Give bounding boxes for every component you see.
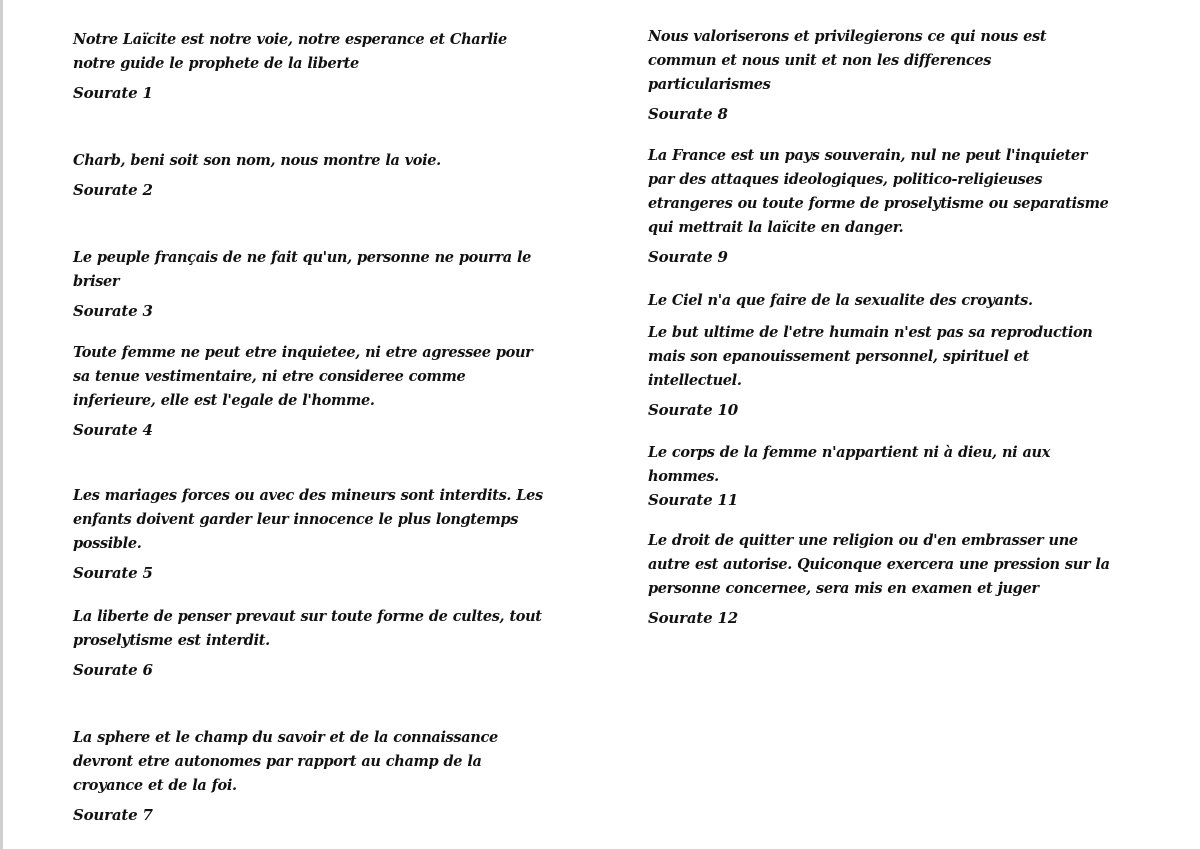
verse-reference: Sourate 2: [73, 181, 153, 199]
verse-text: Toute femme ne peut etre inquietee, ni etre agressee pour sa tenue vestimentaire, ni etre consideree comme inferieure, elle est l'egale de l'homme.: [73, 344, 533, 409]
verse-12: [648, 529, 1118, 629]
verse-7: [73, 726, 543, 826]
verse-text: Le corps de la femme n'appartient ni à dieu, ni aux hommes.: [648, 444, 1051, 485]
verse-1: [73, 28, 543, 104]
verse-reference: Sourate 8: [648, 105, 728, 123]
verse-text: Le droit de quitter une religion ou d'en embrasser une autre est autorise. Quiconque exercera une pression sur la personne concernee, sera mis en examen et juger: [648, 532, 1110, 597]
verse-reference: Sourate 6: [73, 661, 153, 679]
verse-4: [73, 341, 543, 441]
verse-reference: Sourate 11: [648, 491, 738, 509]
verse-reference: Sourate 1: [73, 84, 153, 102]
verse-text: Le Ciel n'a que faire de la sexualite des croyants.: [648, 292, 1033, 309]
verse-8: [648, 25, 1118, 125]
verse-11: [648, 441, 1118, 511]
verse-text: Notre Laïcite est notre voie, notre esperance et Charlie notre guide le prophete de la liberte: [73, 31, 507, 72]
page-left-border: [0, 0, 3, 849]
verse-text: La France est un pays souverain, nul ne peut l'inquieter par des attaques ideologiques, politico-religieuses etrangeres ou toute forme de proselytisme ou separatisme qui mettrait la laïcite en danger.: [648, 147, 1109, 236]
verse-reference: Sourate 3: [73, 302, 153, 320]
verse-text-continued: Le but ultime de l'etre humain n'est pas sa reproduction mais son epanouissement personnel, spirituel et intellectuel.: [648, 324, 1093, 389]
verse-3: [73, 246, 543, 322]
verse-text: La liberte de penser prevaut sur toute forme de cultes, tout proselytisme est interdit.: [73, 608, 542, 649]
verse-reference: Sourate 10: [648, 401, 738, 419]
verse-reference: Sourate 9: [648, 248, 728, 266]
verse-text: Le peuple français de ne fait qu'un, personne ne pourra le briser: [73, 249, 531, 290]
verse-text: Nous valoriserons et privilegierons ce qui nous est commun et nous unit et non les differences particularismes: [648, 28, 1047, 93]
verse-reference: Sourate 5: [73, 564, 153, 582]
verse-9: [648, 144, 1118, 268]
verse-text: Charb, beni soit son nom, nous montre la voie.: [73, 152, 441, 169]
verse-text: Les mariages forces ou avec des mineurs sont interdits. Les enfants doivent garder leur innocence le plus longtemps possible.: [73, 487, 543, 552]
verse-reference: Sourate 7: [73, 806, 153, 824]
verse-5: [73, 484, 543, 584]
verse-6: [73, 605, 543, 681]
verse-2: [73, 149, 543, 201]
verse-reference: Sourate 12: [648, 609, 738, 627]
verse-10: [648, 289, 1118, 421]
verse-reference: Sourate 4: [73, 421, 153, 439]
verse-text: La sphere et le champ du savoir et de la connaissance devront etre autonomes par rapport au champ de la croyance et de la foi.: [73, 729, 498, 794]
